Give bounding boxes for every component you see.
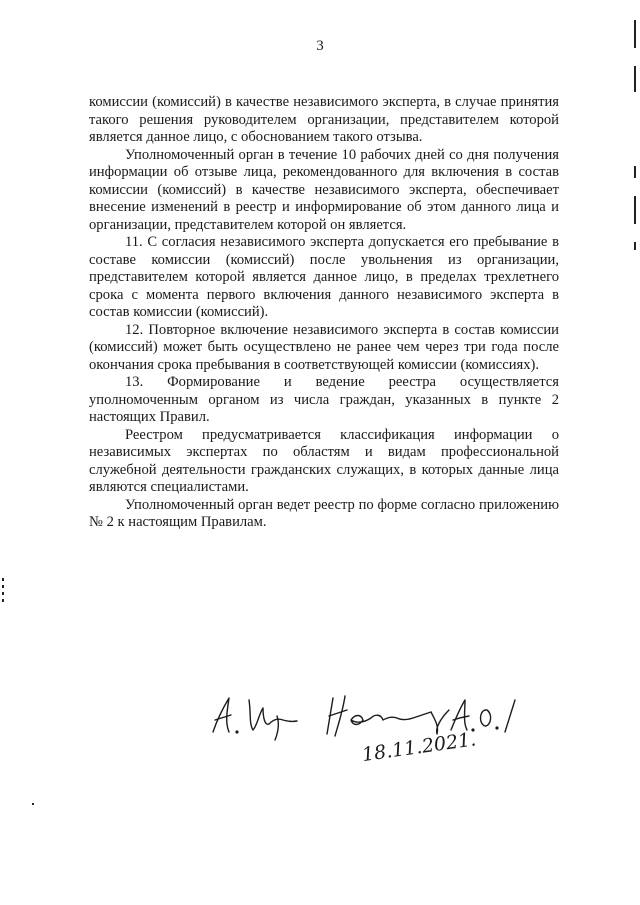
scan-edge-mark (634, 166, 636, 178)
scan-edge-mark (634, 20, 636, 48)
paragraph-registry-classification: Реестром предусматривается классификация информации о независимых экспертах по областям и видам профессиональной служебной деятельности гражданских служащих, в которых данные лица являются специалистами. (89, 426, 559, 495)
scan-edge-mark (634, 196, 636, 224)
scan-edge-mark (634, 66, 636, 92)
paragraph-item-12: 12. Повторное включение независимого эксперта в состав комиссии (комиссий) может быть осуществлено не ранее чем через три года после окончания срока пребывания в соответствующей комиссии (комиссиях). (89, 321, 559, 373)
scan-edge-mark (2, 599, 4, 602)
page-number: 3 (316, 38, 324, 54)
signature-date: 18.11.2021. (360, 728, 478, 767)
paragraph-item-11: 11. С согласия независимого эксперта допускается его пребывание в составе комиссии (комиссий) после увольнения из организации, представителем которой является данное лицо, в пределах трехлетнего срока с момента первого включения данного независимого эксперта в состав комиссии (комиссий). (89, 234, 559, 320)
paragraph-registry-update: Уполномоченный орган в течение 10 рабочих дней со дня получения информации об отзыве лица, рекомендованного для включения в состав комиссии (комиссий) в качестве независимого эксперта, обеспечивает внесение изменений в реестр и информирование об этом данного лица и организации, представителем которой он является. (89, 146, 559, 233)
signature-drawing (205, 690, 535, 785)
handwritten-signature (205, 690, 535, 785)
scan-edge-mark (2, 592, 4, 595)
paragraph-item-13: 13. Формирование и ведение реестра осуществляется уполномоченным органом из числа граждан, указанных в пункте 2 настоящих Правил. (89, 374, 559, 425)
document-body (89, 94, 559, 532)
scan-edge-mark (634, 242, 636, 250)
scan-dot (32, 803, 34, 805)
scan-edge-mark (2, 578, 4, 581)
paragraph-registry-form: Уполномоченный орган ведет реестр по форме согласно приложению № 2 к настоящим Правилам. (89, 496, 559, 530)
scan-edge-mark (2, 585, 4, 588)
paragraph-continuation: комиссии (комиссий) в качестве независимого эксперта, в случае принятия такого решения руководителем организации, представителем которой является данное лицо, с обоснованием такого отзыва. (89, 94, 559, 145)
